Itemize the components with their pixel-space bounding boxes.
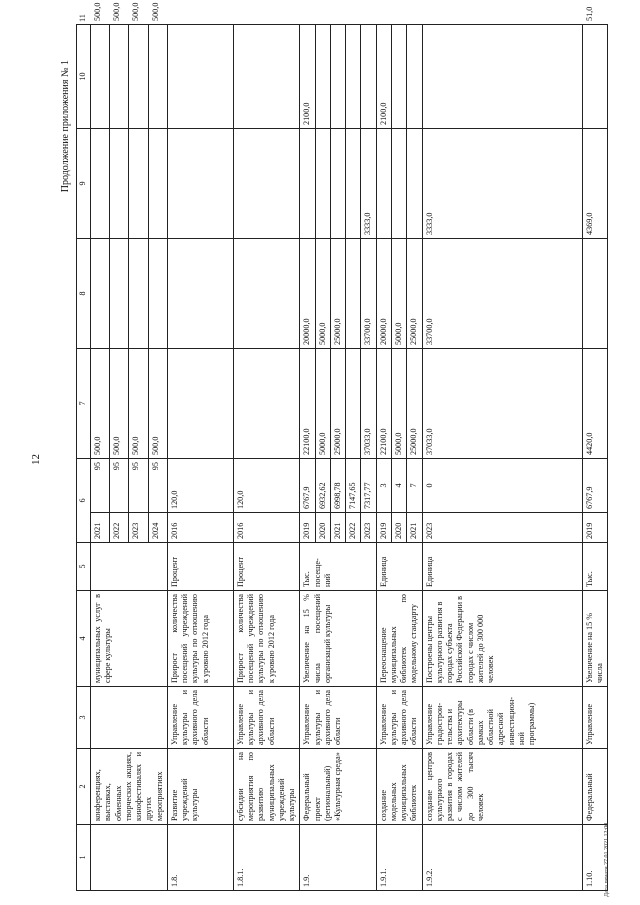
cell-executor: Управление культуры и архивного дела области — [300, 687, 376, 749]
cell-unit: Тыс. — [582, 543, 608, 591]
cell-v10: 2100,0 — [376, 25, 391, 129]
cell-year: 2023 — [422, 513, 582, 543]
program-table — [76, 2, 608, 891]
cell-v7: 25000,0 — [330, 349, 345, 459]
table-row — [167, 25, 233, 891]
cell-number: 1.9. — [300, 825, 376, 891]
cell-year: 2024 — [148, 513, 167, 543]
cell-indicator: Увеличение на 15 % числа посещений организаций культуры — [300, 591, 376, 687]
cell-value: 7 — [407, 459, 422, 513]
table-row: 1.10. Федеральный Управление Увеличение на 15 % числа Тыс. 2019 6767,9 4420,0 4369,0 51,0 — [582, 25, 608, 891]
cell-v7: 37033,0 — [422, 349, 582, 459]
cell-unit: Тыс. посеще-ний — [300, 543, 376, 591]
cell-number: 1.8.1. — [233, 825, 300, 891]
colnum-3: 3 — [77, 687, 91, 749]
page-number: 12 — [30, 454, 42, 465]
cell-year: 2016 — [167, 513, 233, 543]
cell-v7: 22100,0 — [376, 349, 391, 459]
colnum-8: 8 — [77, 239, 91, 349]
table-row: 2024 95 500,0 500,0 — [148, 25, 167, 891]
cell-v9: 3333,0 — [361, 129, 376, 239]
cell-value: 0 — [422, 459, 582, 513]
table-row — [233, 25, 300, 891]
colnum-1: 1 — [77, 825, 91, 891]
cell-value: 120,0 — [167, 459, 233, 513]
print-date: Дата печати 27.01.2021 12:00 — [604, 822, 610, 897]
cell-value: 7317,77 — [361, 459, 376, 513]
cell-value: 95 — [110, 459, 129, 513]
cell-name: Развитие учреждений культуры — [167, 749, 233, 825]
cell-indicator: муниципальных услуг в сфере культуры — [91, 591, 168, 687]
cell-year: 2022 — [110, 513, 129, 543]
column-number-row: 1 2 3 4 5 6 7 8 9 10 11 — [77, 25, 91, 891]
cell-value: 7147,65 — [346, 459, 361, 513]
cell-indicator: Переоснащение муниципальных библиотек по модельному стандарту — [376, 591, 422, 687]
cell-value: 4 — [391, 459, 406, 513]
cell-v8: 5000,0 — [315, 239, 330, 349]
cell-v8: 5000,0 — [391, 239, 406, 349]
cell-v8: 20000,0 — [376, 239, 391, 349]
cell-v7: 5000,0 — [315, 349, 330, 459]
cell-indicator: Прирост количества посещений учреждений культуры по отношению к уровню 2012 года — [233, 591, 300, 687]
colnum-6: 6 — [77, 459, 91, 543]
cell-executor: Управление градострои-тельства и архитектуры области (в рамках областной адресной инвестицион-ной программы) — [422, 687, 582, 749]
cell-v7: 500,0 — [129, 349, 148, 459]
cell-v7: 500,0 — [148, 349, 167, 459]
cell-year: 2023 — [129, 513, 148, 543]
cell-value: 95 — [129, 459, 148, 513]
cell-year: 2020 — [391, 513, 406, 543]
cell-unit: Процент — [167, 543, 233, 591]
cell-unit: Процент — [233, 543, 300, 591]
cell-year: 2019 — [376, 513, 391, 543]
cell-unit: Единица — [422, 543, 582, 591]
colnum-4: 4 — [77, 591, 91, 687]
table-row: 2023 95 500,0 500,0 — [129, 25, 148, 891]
cell-v7: 5000,0 — [391, 349, 406, 459]
cell-name: Федеральный проект (региональный) «Культурная среда» — [300, 749, 376, 825]
cell-v7: 37033,0 — [361, 349, 376, 459]
appendix-label: Продолжение приложения № 1 — [60, 60, 71, 193]
cell-year: 2021 — [91, 513, 110, 543]
cell-number: 1.8. — [167, 825, 233, 891]
cell-v8: 33700,0 — [422, 239, 582, 349]
cell-v7: 500,0 — [110, 349, 129, 459]
table-row — [376, 25, 391, 891]
cell-value: 95 — [148, 459, 167, 513]
cell-year: 2019 — [300, 513, 315, 543]
table-row: 2022 95 500,0 500,0 — [110, 25, 129, 891]
cell-number: 1.10. — [582, 825, 608, 891]
cell-name: создание модельных муниципальных библиотек — [376, 749, 422, 825]
table-row — [300, 25, 315, 891]
cell-indicator: Прирост количества посещений учреждений культуры по отношению к уровню 2012 года — [167, 591, 233, 687]
cell-number: 1.9.1. — [376, 825, 422, 891]
colnum-2: 2 — [77, 749, 91, 825]
table-row: конференциях, выставках, обменных творческих акциях, кинофестивалях и других мероприятиях муниципальных услуг в сфере культуры 2021 95 500,0 500,0 — [91, 25, 110, 891]
colnum-9: 9 — [77, 129, 91, 239]
cell-indicator: Построены центры культурного развития в городах субъекта Российской Федерации в городах с числом жителей до 300 000 человек — [422, 591, 582, 687]
colnum-10: 10 — [77, 25, 91, 129]
cell-v7: 25000,0 — [407, 349, 422, 459]
colnum-7: 7 — [77, 349, 91, 459]
cell-year: 2019 — [582, 513, 608, 543]
colnum-5: 5 — [77, 543, 91, 591]
cell-v8: 25000,0 — [407, 239, 422, 349]
cell-value: 3 — [376, 459, 391, 513]
cell-indicator: Увеличение на 15 % числа — [582, 591, 608, 687]
cell-value: 6767,9 — [582, 459, 608, 513]
cell-year: 2016 — [233, 513, 300, 543]
table-row — [422, 25, 582, 891]
cell-year: 2023 — [361, 513, 376, 543]
cell-executor: Управление — [582, 687, 608, 749]
cell-v7: 500,0 — [91, 349, 110, 459]
cell-v8: 33700,0 — [361, 239, 376, 349]
cell-name: субсидии на мероприятия по развитию муниципальных учреждений культуры — [233, 749, 300, 825]
cell-year: 2020 — [315, 513, 330, 543]
cell-name: Федеральный — [582, 749, 608, 825]
cell-name: конференциях, выставках, обменных творческих акциях, кинофестивалях и других мероприятиях — [91, 749, 168, 825]
cell-number: 1.9.2. — [422, 825, 582, 891]
cell-value: 6767,9 — [300, 459, 315, 513]
cell-v7: 4420,0 — [582, 349, 608, 459]
cell-unit: Единица — [376, 543, 422, 591]
cell-executor: Управление культуры и архивного дела области — [376, 687, 422, 749]
cell-year: 2022 — [346, 513, 361, 543]
cell-year: 2021 — [407, 513, 422, 543]
cell-executor: Управление культуры и архивного дела области — [167, 687, 233, 749]
cell-value: 6932,62 — [315, 459, 330, 513]
cell-v8: 25000,0 — [330, 239, 345, 349]
cell-v7: 22100,0 — [300, 349, 315, 459]
cell-v8: 20000,0 — [300, 239, 315, 349]
cell-executor: Управление культуры и архивного дела области — [233, 687, 300, 749]
cell-v9: 4369,0 — [582, 129, 608, 239]
cell-value: 120,0 — [233, 459, 300, 513]
cell-v9: 3333,0 — [422, 129, 582, 239]
cell-value: 6998,78 — [330, 459, 345, 513]
cell-year: 2021 — [330, 513, 345, 543]
cell-v10: 2100,0 — [300, 25, 315, 129]
cell-value: 95 — [91, 459, 110, 513]
cell-name: создание центров культурного развития в городах с числом жителей до 300 тысяч человек — [422, 749, 582, 825]
